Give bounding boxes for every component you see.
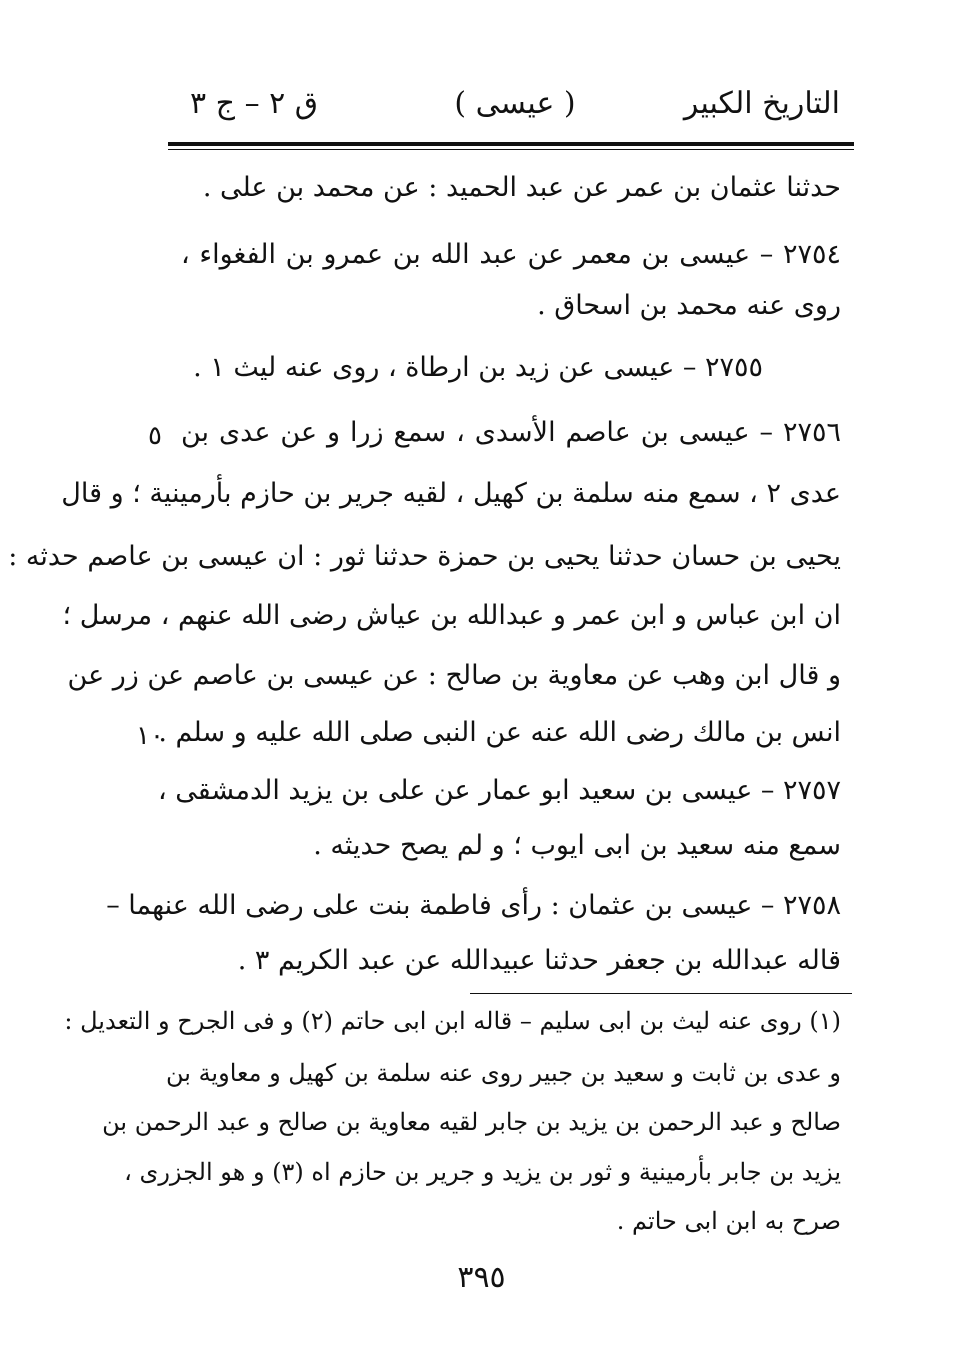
entry-2756-line-3: يحيى بن حسان حدثنا يحيى بن حمزة حدثنا ثور : ان عيسى بن عاصم حدثه : <box>8 541 841 572</box>
margin-line-number-10: ١٠ <box>136 721 164 751</box>
entry-2754-line-2: روى عنه محمد بن اسحاق . <box>537 290 841 321</box>
page-number: ٣٩٥ <box>457 1260 506 1295</box>
header-rule-thin <box>168 149 854 150</box>
section-title: ( عيسى ) <box>454 86 576 121</box>
running-header <box>190 82 840 132</box>
entry-2757-line-1: ٢٧٥٧ – عيسى بن سعيد ابو عمار عن على بن يزيد الدمشقى ، <box>157 775 841 806</box>
entry-2754-line-1: ٢٧٥٤ – عيسى بن معمر عن عبد الله بن عمرو بن الفغواء ، <box>181 239 841 270</box>
book-title: التاريخ الكبير <box>683 86 840 121</box>
volume-indicator: ق ٢ – ج ٣ <box>190 86 319 121</box>
footnote-line-4: يزيد بن جابر بأرمينية و ثور بن يزيد و جرير بن حازم اه (٣) و هو الجزرى ، <box>124 1158 841 1186</box>
margin-line-number-5: ٥ <box>148 421 162 451</box>
footnote-line-3: صالح و عبد الرحمن بن يزيد بن جابر لقيه معاوية بن صالح و عبد الرحمن بن <box>102 1108 841 1136</box>
entry-2757-line-2: سمع منه سعيد بن ابى ايوب ؛ و لم يصح حديثه . <box>313 830 841 861</box>
entry-2755-line-1: ٢٧٥٥ – عيسى عن زيد بن ارطاة ، روى عنه ليث ١ . <box>193 352 763 383</box>
entry-2756-line-1: ٢٧٥٦ – عيسى بن عاصم الأسدى ، سمع زرا و عن عدى بن <box>181 417 841 448</box>
entry-2756-line-2: عدى ٢ ، سمع منه سلمة بن كهيل ، لقيه جرير بن حازم بأرمينية ؛ و قال <box>61 478 841 509</box>
entry-2756-line-5: و قال ابن وهب عن معاوية بن صالح : عن عيسى بن عاصم عن زر عن <box>67 660 841 691</box>
entry-2756-line-4: ان ابن عباس و ابن عمر و عبدالله بن عياش رضى الله عنهم ، مرسل ؛ <box>62 600 841 631</box>
footnote-line-2: و عدى بن ثابت و سعيد بن جبير روى عنه سلمة بن كهيل و معاوية بن <box>165 1059 841 1087</box>
footnote-rule <box>470 993 852 994</box>
header-rule-thick <box>168 142 854 146</box>
entry-2756-line-6: انس بن مالك رضى الله عنه عن النبى صلى الله عليه و سلم . <box>158 717 841 748</box>
entry-2758-line-2: قاله عبدالله بن جعفر حدثنا عبيدالله عن عبد الكريم ٣ . <box>237 945 841 976</box>
entry-2758-line-1: ٢٧٥٨ – عيسى بن عثمان : رأى فاطمة بنت على رضى الله عنهما – <box>106 890 841 921</box>
footnote-line-1: (١) روى عنه ليث بن ابى سليم – قاله ابن ابى حاتم (٢) و فى الجرح و التعديل : <box>64 1007 841 1035</box>
text-line-1: حدثنا عثمان بن عمر عن عبد الحميد : عن محمد بن على . <box>202 172 841 203</box>
footnote-line-5: صرح به ابن ابى حاتم . <box>616 1207 841 1235</box>
